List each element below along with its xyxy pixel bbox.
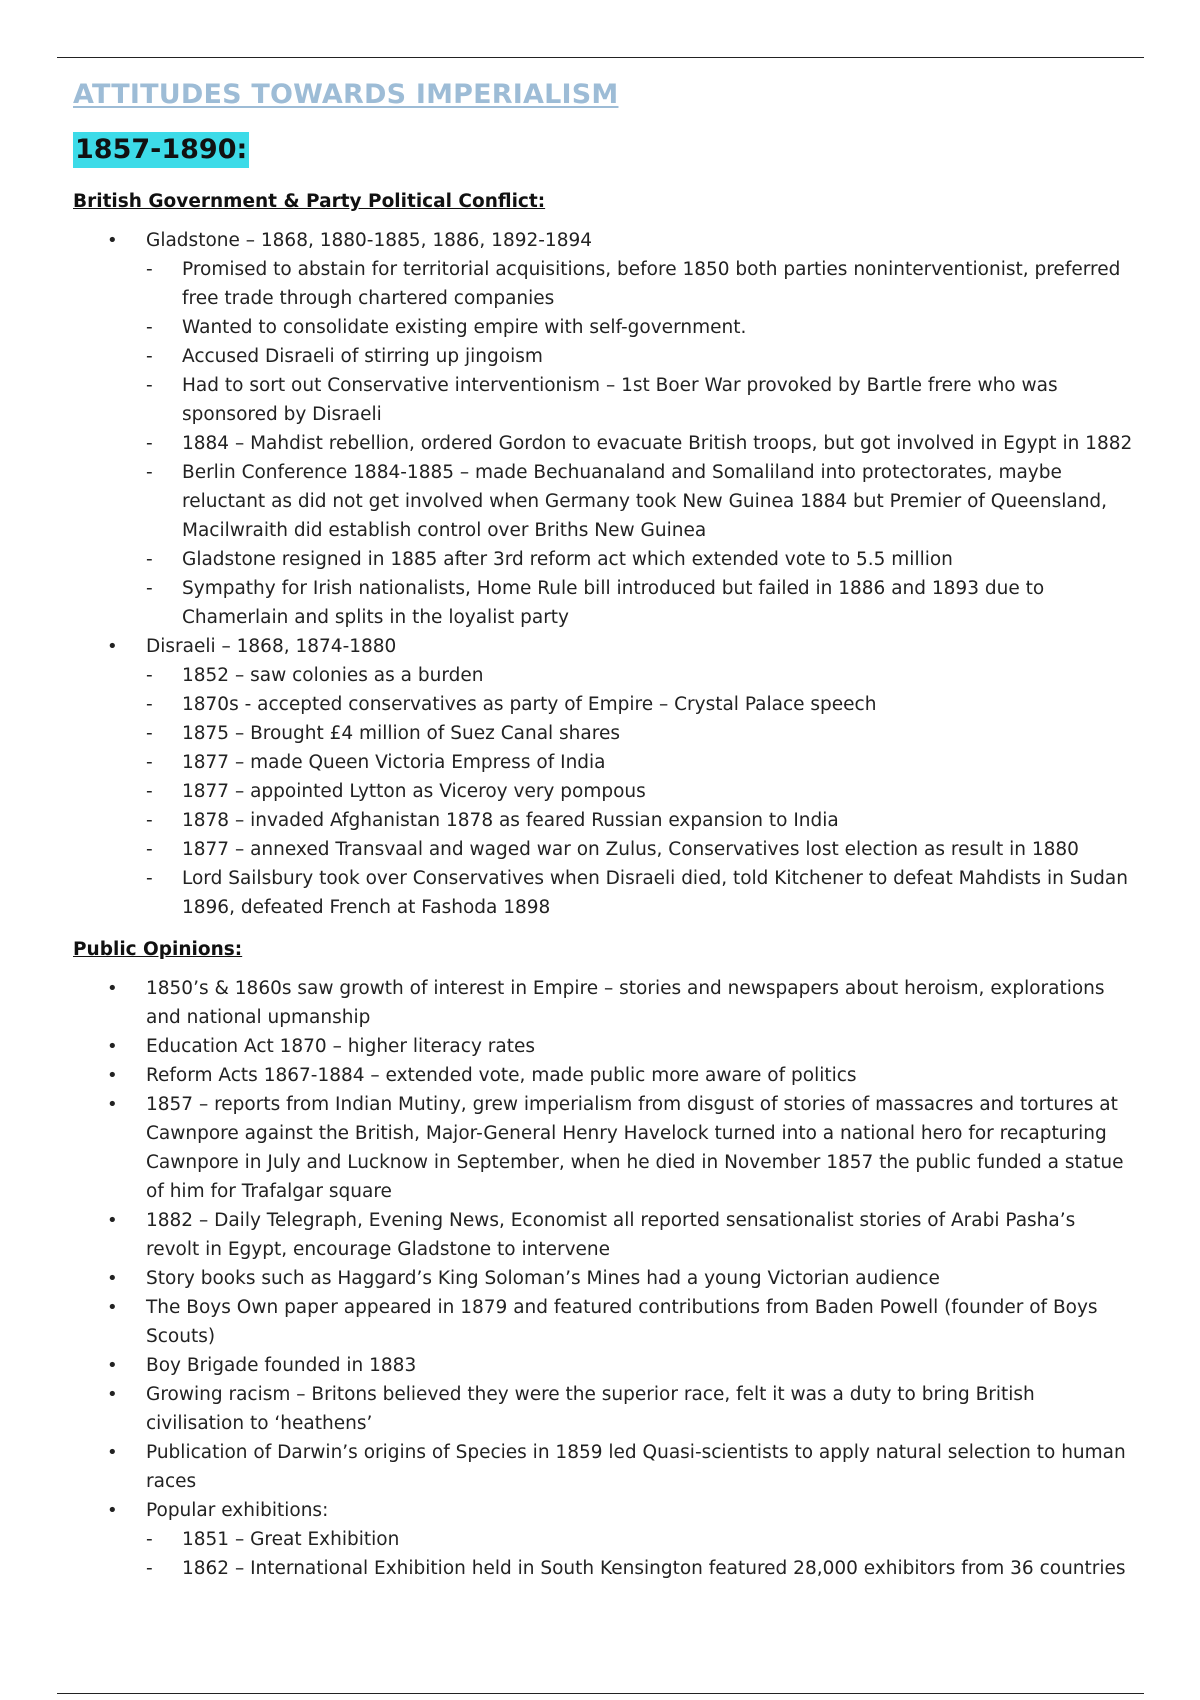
sub-list-item: [73, 661, 1133, 690]
bullet-icon: •: [107, 1442, 118, 1463]
section-heading: British Government & Party Political Conflict:: [73, 191, 546, 212]
list-item: [73, 1264, 1133, 1293]
dash-icon: -: [146, 317, 153, 338]
sub-list-item: [73, 429, 1133, 458]
bullet-icon: •: [107, 1297, 118, 1318]
sub-list-item: [73, 1554, 1133, 1583]
dash-icon: -: [146, 375, 153, 396]
dash-icon: -: [146, 752, 153, 773]
sub-list-item-text: 1877 – appointed Lytton as Viceroy very pompous: [182, 781, 646, 802]
sub-list-item-text: Berlin Conference 1884-1885 – made Bechuanaland and Somaliland into protectorates, maybe reluctant as did not get involved when Germany took New Guinea 1884 but Premier of Queensland, Macilwraith did establish control over Briths New Guinea: [182, 462, 1108, 541]
dash-icon: -: [146, 1529, 153, 1550]
sub-list-item: [73, 690, 1133, 719]
list-item-text: 1857 – reports from Indian Mutiny, grew imperialism from disgust of stories of massacres and tortures at Cawnpore against the British, Major-General Henry Havelock turned into a national hero for recapturing Cawnpore in July and Lucknow in September, when he died in November 1857 the public funded a statue of him for Trafalgar square: [146, 1094, 1124, 1202]
dash-icon: -: [146, 839, 153, 860]
sub-list-item-text: 1875 – Brought £4 million of Suez Canal shares: [182, 723, 620, 744]
dash-icon: -: [146, 868, 153, 889]
sub-list-item: [73, 458, 1133, 545]
list-item-text: The Boys Own paper appeared in 1879 and featured contributions from Baden Powell (founder of Boys Scouts): [146, 1297, 1098, 1347]
list-item: [73, 1061, 1133, 1090]
list-item-text: Popular exhibitions:: [146, 1500, 329, 1521]
bullet-icon: •: [107, 1384, 118, 1405]
sub-list-item: [73, 342, 1133, 371]
bullet-icon: •: [107, 1036, 118, 1057]
list-item: [73, 1351, 1133, 1380]
bullet-icon: •: [107, 636, 118, 657]
list-item: [73, 974, 1133, 1032]
sub-list-item-text: 1877 – annexed Transvaal and waged war on Zulus, Conservatives lost election as result in 1880: [182, 839, 1079, 860]
dash-icon: -: [146, 259, 153, 280]
sub-list-item-text: Promised to abstain for territorial acquisitions, before 1850 both parties noninterventionist, preferred free trade through chartered companies: [182, 259, 1121, 309]
sub-list-item-text: 1884 – Mahdist rebellion, ordered Gordon to evacuate British troops, but got involved in Egypt in 1882: [182, 433, 1133, 454]
list-item: [73, 1293, 1133, 1351]
sub-list: [146, 255, 1133, 632]
sub-list-item: [73, 1525, 1133, 1554]
sub-list-item: [73, 777, 1133, 806]
bullet-icon: •: [107, 1500, 118, 1521]
bullet-list: [73, 974, 1133, 1583]
sub-list-item-text: Lord Sailsbury took over Conservatives when Disraeli died, told Kitchener to defeat Mahdists in Sudan 1896, defeated French at Fashoda 1898: [182, 868, 1128, 918]
sub-list-item-text: 1878 – invaded Afghanistan 1878 as feared Russian expansion to India: [182, 810, 839, 831]
dash-icon: -: [146, 433, 153, 454]
sub-list-item: [73, 806, 1133, 835]
top-rule: [57, 57, 1144, 58]
list-item-text: Gladstone – 1868, 1880-1885, 1886, 1892-1894: [146, 230, 593, 251]
list-item-text: Story books such as Haggard’s King Soloman’s Mines had a young Victorian audience: [146, 1268, 940, 1289]
sub-list-item-text: 1852 – saw colonies as a burden: [182, 665, 484, 686]
sub-list-item-text: Wanted to consolidate existing empire with self-government.: [182, 317, 747, 338]
list-item: [73, 1380, 1133, 1438]
list-item: [73, 632, 1133, 922]
dash-icon: -: [146, 1558, 153, 1579]
sub-list-item: [73, 574, 1133, 632]
list-item: [73, 1032, 1133, 1061]
list-item-text: 1882 – Daily Telegraph, Evening News, Economist all reported sensationalist stories of Arabi Pasha’s revolt in Egypt, encourage Gladstone to intervene: [146, 1210, 1076, 1260]
list-item: [73, 1438, 1133, 1496]
bottom-rule: [57, 1693, 1144, 1694]
dash-icon: -: [146, 665, 153, 686]
sub-list-item: [73, 835, 1133, 864]
bullet-icon: •: [107, 1094, 118, 1115]
section-heading: Public Opinions:: [73, 939, 243, 960]
sub-list-item-text: Accused Disraeli of stirring up jingoism: [182, 346, 543, 367]
list-item-text: Growing racism – Britons believed they were the superior race, felt it was a duty to bring British civilisation to ‘heathens’: [146, 1384, 1035, 1434]
bullet-icon: •: [107, 1065, 118, 1086]
sub-list: [146, 661, 1133, 922]
sub-list-item: [73, 864, 1133, 922]
sub-list-item-text: 1877 – made Queen Victoria Empress of India: [182, 752, 606, 773]
bullet-icon: •: [107, 230, 118, 251]
period-heading-wrap: [73, 132, 1133, 174]
period-heading: 1857-1890:: [73, 132, 249, 168]
sub-list-item: [73, 748, 1133, 777]
section-1: [73, 936, 1133, 1583]
list-item-text: Reform Acts 1867-1884 – extended vote, made public more aware of politics: [146, 1065, 857, 1086]
sub-list: [146, 1525, 1133, 1583]
list-item: [73, 1496, 1133, 1583]
bullet-icon: •: [107, 1210, 118, 1231]
bullet-icon: •: [107, 978, 118, 999]
dash-icon: -: [146, 723, 153, 744]
list-item: [73, 1206, 1133, 1264]
sub-list-item: [73, 255, 1133, 313]
sub-list-item: [73, 313, 1133, 342]
document-title: ATTITUDES TOWARDS IMPERIALISM: [73, 79, 619, 110]
sub-list-item-text: 1851 – Great Exhibition: [182, 1529, 400, 1550]
bullet-icon: •: [107, 1268, 118, 1289]
sections-container: [73, 188, 1133, 1583]
sub-list-item-text: Sympathy for Irish nationalists, Home Rule bill introduced but failed in 1886 and 1893 due to Chamerlain and splits in the loyalist party: [182, 578, 1045, 628]
list-item-text: Publication of Darwin’s origins of Species in 1859 led Quasi-scientists to apply natural selection to human races: [146, 1442, 1126, 1492]
list-item: [73, 226, 1133, 632]
dash-icon: -: [146, 578, 153, 599]
dash-icon: -: [146, 781, 153, 802]
list-item-text: Education Act 1870 – higher literacy rates: [146, 1036, 535, 1057]
sub-list-item-text: 1870s - accepted conservatives as party of Empire – Crystal Palace speech: [182, 694, 877, 715]
dash-icon: -: [146, 462, 153, 483]
bullet-list: [73, 226, 1133, 922]
sub-list-item-text: 1862 – International Exhibition held in South Kensington featured 28,000 exhibitors from 36 countries: [182, 1558, 1126, 1579]
sub-list-item-text: Gladstone resigned in 1885 after 3rd reform act which extended vote to 5.5 million: [182, 549, 953, 570]
list-item: [73, 1090, 1133, 1206]
sub-list-item: [73, 719, 1133, 748]
dash-icon: -: [146, 810, 153, 831]
list-item-text: 1850’s & 1860s saw growth of interest in Empire – stories and newspapers about heroism, explorations and national upmanship: [146, 978, 1105, 1028]
dash-icon: -: [146, 549, 153, 570]
list-item-text: Boy Brigade founded in 1883: [146, 1355, 417, 1376]
sub-list-item-text: Had to sort out Conservative interventionism – 1st Boer War provoked by Bartle frere who was sponsored by Disraeli: [182, 375, 1058, 425]
section-0: [73, 188, 1133, 922]
bullet-icon: •: [107, 1355, 118, 1376]
document-page: [73, 74, 1133, 1583]
dash-icon: -: [146, 694, 153, 715]
list-item-text: Disraeli – 1868, 1874-1880: [146, 636, 397, 657]
sub-list-item: [73, 371, 1133, 429]
sub-list-item: [73, 545, 1133, 574]
dash-icon: -: [146, 346, 153, 367]
